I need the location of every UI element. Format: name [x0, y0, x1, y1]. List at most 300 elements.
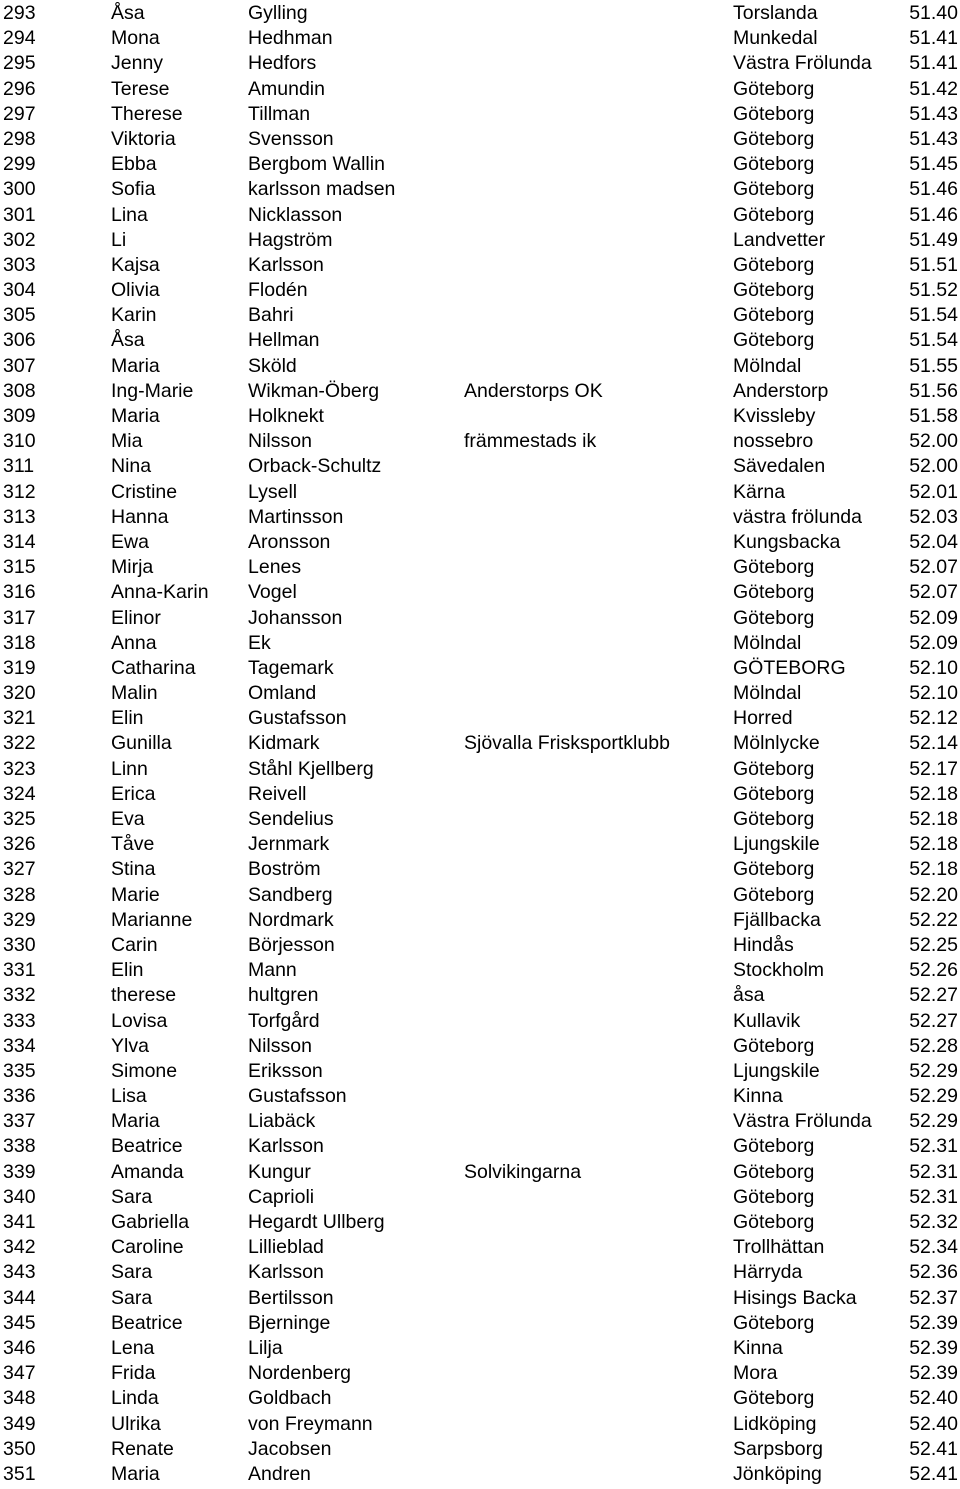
result-first-name: Catharina: [111, 656, 196, 679]
result-city: Göteborg: [733, 808, 815, 830]
result-first-name: Terese: [111, 77, 170, 100]
result-last-name: Kungur: [248, 1160, 311, 1183]
result-club: främmestads ik: [464, 430, 597, 453]
result-city: GÖTEBORG: [733, 656, 846, 679]
result-first-name: Ewa: [111, 530, 149, 553]
result-city: nossebro: [733, 430, 814, 453]
result-time: 52.29: [909, 1059, 958, 1082]
result-city: Göteborg: [733, 127, 815, 150]
result-time: 51.58: [909, 405, 958, 427]
result-city: västra frölunda: [733, 505, 862, 528]
table-row: [0, 1386, 960, 1411]
result-last-name: Wikman-Öberg: [248, 379, 380, 402]
result-place: 338: [3, 1135, 36, 1158]
result-city: Munkedal: [733, 27, 818, 50]
result-first-name: Erica: [111, 782, 156, 805]
table-row: [0, 656, 960, 681]
result-place: 342: [3, 1236, 36, 1259]
result-place: 335: [3, 1059, 36, 1082]
result-last-name: Gylling: [248, 2, 308, 24]
result-last-name: Reivell: [248, 782, 307, 805]
result-time: 52.26: [909, 959, 958, 982]
result-city: Mölndal: [733, 354, 802, 377]
result-city: Göteborg: [733, 304, 815, 327]
result-first-name: therese: [111, 984, 177, 1007]
result-time: 52.39: [909, 1336, 958, 1359]
result-place: 299: [3, 153, 36, 176]
result-last-name: Aronsson: [248, 530, 331, 553]
result-time: 51.54: [909, 304, 958, 327]
result-time: 52.00: [909, 455, 958, 478]
result-last-name: Ek: [248, 631, 271, 654]
result-first-name: Kajsa: [111, 253, 160, 276]
table-row: [0, 26, 960, 51]
table-row: [0, 505, 960, 530]
result-time: 51.43: [909, 102, 958, 125]
result-time: 52.00: [909, 430, 958, 453]
result-city: Hisings Backa: [733, 1286, 857, 1309]
result-place: 348: [3, 1387, 36, 1410]
result-last-name: Johansson: [248, 606, 343, 629]
result-time: 52.39: [909, 1362, 958, 1385]
result-time: 52.01: [909, 480, 958, 503]
result-city: Kungsbacka: [733, 530, 841, 553]
table-row: [0, 1059, 960, 1084]
result-city: Kinna: [733, 1336, 783, 1359]
result-last-name: Boström: [248, 858, 321, 881]
result-time: 51.41: [909, 27, 958, 50]
result-last-name: Karlsson: [248, 1135, 324, 1158]
result-city: Kullavik: [733, 1009, 801, 1032]
result-time: 52.41: [909, 1437, 958, 1460]
result-city: Anderstorp: [733, 379, 829, 402]
result-city: Lidköping: [733, 1412, 817, 1435]
result-last-name: Svensson: [248, 127, 334, 150]
result-last-name: Goldbach: [248, 1387, 332, 1410]
result-last-name: Amundin: [248, 77, 325, 100]
result-time: 51.51: [909, 253, 958, 276]
result-time: 51.41: [909, 52, 958, 75]
table-row: [0, 933, 960, 958]
result-place: 330: [3, 933, 36, 956]
result-place: 298: [3, 127, 36, 150]
result-place: 304: [3, 279, 36, 302]
result-city: Göteborg: [733, 178, 815, 201]
table-row: [0, 530, 960, 555]
result-place: 346: [3, 1336, 36, 1359]
result-time: 52.12: [909, 707, 958, 730]
result-first-name: Linda: [111, 1387, 159, 1410]
result-place: 318: [3, 631, 36, 654]
result-first-name: Elin: [111, 707, 144, 730]
result-time: 52.36: [909, 1261, 958, 1284]
result-first-name: Maria: [111, 405, 160, 427]
result-place: 293: [3, 2, 36, 24]
result-city: Göteborg: [733, 782, 815, 805]
result-last-name: Flodén: [248, 279, 308, 302]
result-place: 309: [3, 405, 36, 427]
result-city: Västra Frölunda: [733, 52, 872, 75]
result-place: 310: [3, 430, 36, 453]
result-place: 322: [3, 732, 36, 755]
result-place: 306: [3, 329, 36, 352]
table-row: [0, 1235, 960, 1260]
table-row: [0, 1109, 960, 1134]
table-row: [0, 177, 960, 202]
table-row: [0, 1437, 960, 1462]
result-place: 317: [3, 606, 36, 629]
table-row: [0, 429, 960, 454]
result-city: Göteborg: [733, 581, 815, 604]
result-place: 336: [3, 1085, 36, 1108]
result-city: Göteborg: [733, 1034, 815, 1057]
result-first-name: Jenny: [111, 52, 164, 75]
result-last-name: Börjesson: [248, 933, 335, 956]
result-place: 339: [3, 1160, 36, 1183]
result-time: 52.27: [909, 1009, 958, 1032]
table-row: [0, 857, 960, 882]
result-place: 328: [3, 883, 36, 906]
result-city: Fjällbacka: [733, 908, 821, 931]
result-city: Göteborg: [733, 203, 815, 226]
result-city: Göteborg: [733, 153, 815, 176]
table-row: [0, 152, 960, 177]
result-time: 52.09: [909, 631, 958, 654]
table-row: [0, 127, 960, 152]
result-time: 52.39: [909, 1311, 958, 1334]
result-place: 294: [3, 27, 36, 50]
table-row: [0, 1336, 960, 1361]
result-last-name: Lysell: [248, 480, 298, 503]
table-row: [0, 480, 960, 505]
result-place: 319: [3, 656, 36, 679]
result-first-name: Amanda: [111, 1160, 184, 1183]
result-first-name: Hanna: [111, 505, 169, 528]
result-time: 52.40: [909, 1412, 958, 1435]
result-last-name: Hellman: [248, 329, 320, 352]
result-last-name: Torfgård: [248, 1009, 320, 1032]
result-time: 52.31: [909, 1185, 958, 1208]
result-time: 52.20: [909, 883, 958, 906]
result-place: 312: [3, 480, 36, 503]
result-time: 52.32: [909, 1211, 958, 1233]
table-row: [0, 404, 960, 429]
table-row: [0, 983, 960, 1008]
result-city: Landvetter: [733, 228, 826, 251]
result-city: Göteborg: [733, 883, 815, 906]
result-last-name: Karlsson: [248, 253, 324, 276]
result-first-name: Elin: [111, 959, 144, 982]
result-place: 315: [3, 556, 36, 579]
result-time: 52.31: [909, 1135, 958, 1158]
result-last-name: Sandberg: [248, 883, 333, 906]
result-first-name: Maria: [111, 1462, 160, 1485]
result-first-name: Elinor: [111, 606, 161, 629]
result-city: Jönköping: [733, 1462, 822, 1485]
result-city: Hindås: [733, 933, 794, 956]
result-first-name: Malin: [111, 682, 158, 705]
result-first-name: Ulrika: [111, 1412, 161, 1435]
result-last-name: Hegardt Ullberg: [248, 1211, 385, 1233]
result-city: Kvissleby: [733, 405, 816, 427]
result-first-name: Tåve: [111, 833, 155, 856]
table-row: [0, 1412, 960, 1437]
result-place: 320: [3, 682, 36, 705]
result-city: Kinna: [733, 1085, 783, 1108]
table-row: [0, 580, 960, 605]
result-time: 52.04: [909, 530, 958, 553]
result-place: 326: [3, 833, 36, 856]
result-first-name: Eva: [111, 808, 145, 830]
result-first-name: Mona: [111, 27, 160, 50]
table-row: [0, 1009, 960, 1034]
result-time: 51.52: [909, 279, 958, 302]
table-row: [0, 1260, 960, 1285]
result-first-name: Ing-Marie: [111, 379, 194, 402]
result-place: 333: [3, 1009, 36, 1032]
result-city: Göteborg: [733, 1211, 815, 1233]
result-last-name: Omland: [248, 682, 317, 705]
result-first-name: Beatrice: [111, 1135, 183, 1158]
result-city: Härryda: [733, 1261, 803, 1284]
result-club: Sjövalla Frisksportklubb: [464, 732, 670, 755]
table-row: [0, 1185, 960, 1210]
result-place: 314: [3, 530, 36, 553]
result-last-name: Holknekt: [248, 405, 324, 427]
result-place: 300: [3, 178, 36, 201]
table-row: [0, 631, 960, 656]
table-row: [0, 555, 960, 580]
result-time: 52.10: [909, 656, 958, 679]
result-time: 52.07: [909, 581, 958, 604]
table-row: [0, 908, 960, 933]
result-time: 52.31: [909, 1160, 958, 1183]
result-place: 301: [3, 203, 36, 226]
result-last-name: Nicklasson: [248, 203, 343, 226]
result-first-name: Stina: [111, 858, 156, 881]
table-row: [0, 1311, 960, 1336]
table-row: [0, 883, 960, 908]
result-last-name: Caprioli: [248, 1185, 315, 1208]
table-row: [0, 278, 960, 303]
table-row: [0, 1034, 960, 1059]
table-row: [0, 832, 960, 857]
result-place: 344: [3, 1286, 36, 1309]
result-city: Mora: [733, 1362, 778, 1385]
table-row: [0, 606, 960, 631]
result-first-name: Sara: [111, 1286, 153, 1309]
result-place: 324: [3, 782, 36, 805]
table-row: [0, 454, 960, 479]
result-first-name: Beatrice: [111, 1311, 183, 1334]
result-time: 52.18: [909, 833, 958, 856]
result-last-name: Gustafsson: [248, 1085, 347, 1108]
table-row: [0, 1160, 960, 1185]
result-city: åsa: [733, 984, 765, 1007]
result-place: 343: [3, 1261, 36, 1284]
result-last-name: Orback-Schultz: [248, 455, 382, 478]
result-time: 52.28: [909, 1034, 958, 1057]
result-time: 52.17: [909, 757, 958, 780]
table-row: [0, 354, 960, 379]
result-last-name: hultgren: [248, 984, 319, 1007]
table-row: [0, 681, 960, 706]
result-time: 52.10: [909, 682, 958, 705]
result-city: Göteborg: [733, 102, 815, 125]
result-last-name: Bahri: [248, 304, 294, 327]
result-time: 52.22: [909, 908, 958, 931]
result-city: Horred: [733, 707, 793, 730]
result-first-name: Anna-Karin: [111, 581, 209, 604]
result-city: Stockholm: [733, 959, 825, 982]
table-row: [0, 1462, 960, 1487]
result-time: 52.18: [909, 808, 958, 830]
result-first-name: Maria: [111, 354, 160, 377]
result-last-name: Lenes: [248, 556, 302, 579]
result-city: Göteborg: [733, 77, 815, 100]
table-row: [0, 807, 960, 832]
result-first-name: Åsa: [111, 329, 145, 352]
result-last-name: Nilsson: [248, 1034, 312, 1057]
result-city: Torslanda: [733, 2, 818, 24]
result-city: Göteborg: [733, 329, 815, 352]
result-first-name: Simone: [111, 1059, 178, 1082]
result-time: 51.42: [909, 77, 958, 100]
result-first-name: Li: [111, 228, 127, 251]
table-row: [0, 757, 960, 782]
result-time: 52.40: [909, 1387, 958, 1410]
result-city: Göteborg: [733, 1311, 815, 1334]
result-place: 329: [3, 908, 36, 931]
result-time: 52.27: [909, 984, 958, 1007]
result-city: Göteborg: [733, 279, 815, 302]
result-place: 334: [3, 1034, 36, 1057]
table-row: [0, 379, 960, 404]
result-place: 349: [3, 1412, 36, 1435]
table-row: [0, 1210, 960, 1235]
result-last-name: Sendelius: [248, 808, 334, 830]
result-last-name: Liabäck: [248, 1110, 316, 1133]
result-last-name: Hagström: [248, 228, 333, 251]
result-first-name: Anna: [111, 631, 157, 654]
result-place: 296: [3, 77, 36, 100]
table-row: [0, 303, 960, 328]
result-time: 51.40: [909, 2, 958, 24]
result-first-name: Therese: [111, 102, 183, 125]
result-place: 302: [3, 228, 36, 251]
result-first-name: Viktoria: [111, 127, 176, 150]
result-place: 337: [3, 1110, 36, 1133]
result-place: 321: [3, 707, 36, 730]
result-first-name: Ebba: [111, 153, 157, 176]
result-last-name: Lilja: [248, 1336, 283, 1359]
result-first-name: Gabriella: [111, 1211, 190, 1233]
result-first-name: Mirja: [111, 556, 154, 579]
result-place: 331: [3, 959, 36, 982]
result-last-name: karlsson madsen: [248, 178, 396, 201]
result-last-name: Martinsson: [248, 505, 344, 528]
result-city: Kärna: [733, 480, 786, 503]
result-city: Göteborg: [733, 1135, 815, 1158]
result-last-name: Bertilsson: [248, 1286, 334, 1309]
table-row: [0, 203, 960, 228]
result-city: Göteborg: [733, 1387, 815, 1410]
result-time: 52.09: [909, 606, 958, 629]
result-time: 52.18: [909, 858, 958, 881]
result-first-name: Marianne: [111, 908, 193, 931]
result-place: 340: [3, 1185, 36, 1208]
result-last-name: Eriksson: [248, 1059, 323, 1082]
result-first-name: Sofia: [111, 178, 156, 201]
table-row: [0, 102, 960, 127]
result-time: 51.46: [909, 178, 958, 201]
result-place: 327: [3, 858, 36, 881]
result-last-name: Tagemark: [248, 656, 334, 679]
result-place: 350: [3, 1437, 36, 1460]
result-city: Göteborg: [733, 858, 815, 881]
result-time: 52.07: [909, 556, 958, 579]
table-row: [0, 328, 960, 353]
result-last-name: Sköld: [248, 354, 297, 377]
result-city: Mölndal: [733, 682, 802, 705]
result-time: 52.29: [909, 1110, 958, 1133]
result-first-name: Lisa: [111, 1085, 147, 1108]
result-place: 347: [3, 1362, 36, 1385]
result-time: 52.37: [909, 1286, 958, 1309]
result-place: 307: [3, 354, 36, 377]
table-row: [0, 1286, 960, 1311]
result-first-name: Lena: [111, 1336, 155, 1359]
result-last-name: Vogel: [248, 581, 297, 604]
result-place: 295: [3, 52, 36, 75]
result-last-name: Karlsson: [248, 1261, 324, 1284]
table-row: [0, 228, 960, 253]
result-time: 52.25: [909, 933, 958, 956]
result-time: 51.55: [909, 354, 958, 377]
result-first-name: Maria: [111, 1110, 160, 1133]
result-place: 316: [3, 581, 36, 604]
result-time: 52.34: [909, 1236, 958, 1259]
result-last-name: Bjerninge: [248, 1311, 331, 1334]
result-city: Göteborg: [733, 1160, 815, 1183]
result-time: 52.41: [909, 1462, 958, 1485]
result-last-name: von Freymann: [248, 1412, 373, 1435]
result-place: 297: [3, 102, 36, 125]
result-last-name: Andren: [248, 1462, 311, 1485]
result-first-name: Lovisa: [111, 1009, 168, 1032]
result-last-name: Kidmark: [248, 732, 320, 755]
result-city: Ljungskile: [733, 833, 820, 856]
result-place: 305: [3, 304, 36, 327]
result-place: 341: [3, 1211, 36, 1233]
table-row: [0, 1361, 960, 1386]
result-first-name: Caroline: [111, 1236, 184, 1259]
result-first-name: Sara: [111, 1185, 153, 1208]
result-city: Mölnlycke: [733, 732, 820, 755]
result-first-name: Marie: [111, 883, 160, 906]
result-first-name: Lina: [111, 203, 148, 226]
result-city: Trollhättan: [733, 1236, 825, 1259]
table-row: [0, 77, 960, 102]
result-club: Solvikingarna: [464, 1160, 582, 1183]
result-last-name: Mann: [248, 959, 297, 982]
table-row: [0, 958, 960, 983]
result-club: Anderstorps OK: [464, 379, 603, 402]
result-last-name: Nordenberg: [248, 1362, 351, 1385]
result-city: Göteborg: [733, 757, 815, 780]
result-time: 51.46: [909, 203, 958, 226]
result-first-name: Mia: [111, 430, 143, 453]
